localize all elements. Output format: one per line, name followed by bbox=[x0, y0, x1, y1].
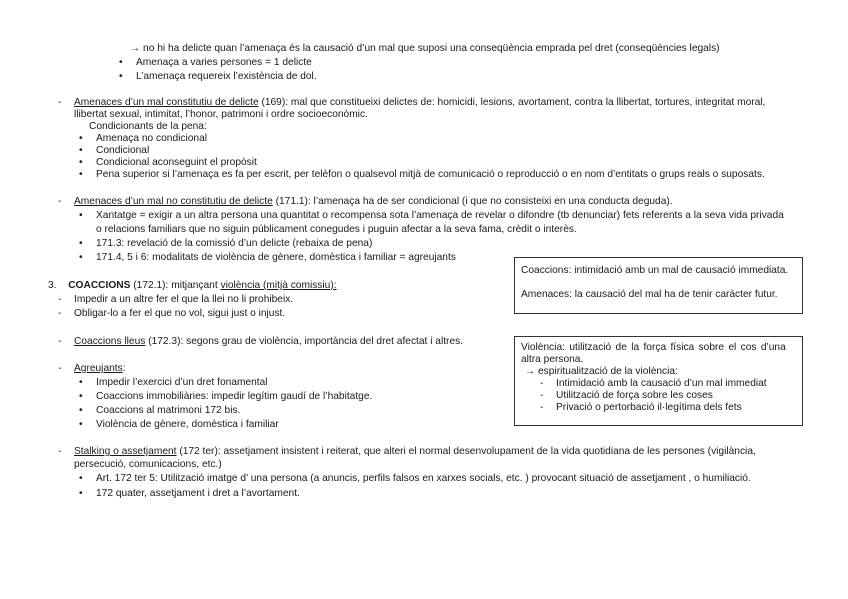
dash-marker: - bbox=[540, 402, 544, 413]
s2-line-1 bbox=[74, 196, 673, 208]
s3-mid: (172.1): mitjançant bbox=[130, 280, 221, 291]
s1-subheading: Condicionants de la pena: bbox=[89, 121, 207, 132]
s2-bullet-3: 171.4, 5 i 6: modalitats de violència de gènere, domèstica i familiar = agreujants bbox=[96, 252, 456, 263]
s3-item-1: Impedir a un altre fer el que la llei no li prohibeix. bbox=[74, 294, 294, 305]
s5-bullet-3: Coaccions al matrimoni 172 bis. bbox=[96, 405, 241, 416]
bullet-icon: • bbox=[79, 405, 83, 416]
s2-bullet-2: 171.3: revelació de la comissió d’un delicte (rebaixa de pena) bbox=[96, 238, 373, 249]
s3-violencia: violència bbox=[220, 280, 261, 291]
bullet-icon: • bbox=[79, 133, 83, 144]
dash-marker: - bbox=[58, 446, 62, 457]
s5-colon: : bbox=[122, 363, 126, 374]
intro-bullet-1: Amenaça a varies persones = 1 delicte bbox=[136, 57, 312, 68]
s4-text: (172.3): segons grau de violència, importància del dret afectat i altres. bbox=[145, 336, 464, 347]
s2-bullet-1a: Xantatge = exigir a un altra persona una quantitat o recompensa sota l’amenaça de revelar o difondre (tb denunciar) fets referents a la seva vida privada bbox=[96, 210, 784, 221]
s6-text: (172 ter): assetjament insistent i reiterat, que alteri el normal desenvolupament de la vida quotidiana de les persones (vigilància, bbox=[176, 446, 756, 457]
s6-line-2: persecució, comunicacions, etc.) bbox=[74, 459, 222, 470]
s3-title: COACCIONS bbox=[68, 280, 131, 291]
bullet-icon: • bbox=[79, 169, 83, 180]
bullet-icon: • bbox=[79, 157, 83, 168]
s6-bullet-1: Art. 172 ter 5: Utilització imatge d’ una persona (a anuncis, perfils falsos en xarxes socials, etc. ) provocant situació de assetjament , o humiliació. bbox=[96, 473, 751, 484]
dash-marker: - bbox=[58, 97, 62, 108]
s4-line bbox=[74, 336, 463, 348]
s1-bullet-3: Condicional aconseguint el propòsit bbox=[96, 157, 257, 168]
bullet-icon: • bbox=[119, 71, 123, 82]
s1-line-1 bbox=[74, 97, 765, 109]
dash-marker: - bbox=[58, 294, 62, 305]
bullet-icon: • bbox=[79, 238, 83, 249]
intro-bullet-2: L’amenaça requereix l’existència de dol. bbox=[136, 71, 317, 82]
dash-marker: - bbox=[58, 308, 62, 319]
s2-text: (171.1): l’amenaça ha de ser condicional (i que no consisteixi en una conducta deguda). bbox=[272, 196, 673, 207]
bullet-icon: • bbox=[79, 210, 83, 221]
dash-marker: - bbox=[58, 336, 62, 347]
dash-marker: - bbox=[58, 363, 62, 374]
box2-item-3: Privació o pertorbació il·legítima dels fets bbox=[556, 402, 742, 413]
s1-bullet-1: Amenaça no condicional bbox=[96, 133, 208, 144]
box2-item-1: Intimidació amb la causació d’un mal immediat bbox=[556, 378, 767, 389]
box1-line-1: Coaccions: intimidació amb un mal de causació immediata. bbox=[521, 265, 789, 276]
bullet-icon: • bbox=[119, 57, 123, 68]
bullet-icon: • bbox=[79, 252, 83, 263]
arrow-icon: → bbox=[130, 43, 141, 54]
box2-item-2: Utilització de força sobre les coses bbox=[556, 390, 713, 401]
s3-number: 3. bbox=[48, 280, 57, 291]
s1-line-2: llibertat sexual, intimitat, l’honor, patrimoni i ordre socioeconòmic. bbox=[74, 109, 368, 120]
dash-marker: - bbox=[58, 196, 62, 207]
s5-title: Agreujants bbox=[74, 363, 123, 374]
bullet-icon: • bbox=[79, 145, 83, 156]
intro-line bbox=[130, 43, 720, 55]
bullet-icon: • bbox=[79, 488, 83, 499]
s3-item-2: Obligar-lo a fer el que no vol, sigui just o injust. bbox=[74, 308, 286, 319]
s5-bullet-1: Impedir l’exercici d’un dret fonamental bbox=[96, 377, 268, 388]
s3-tail: (mitjà comissiu): bbox=[260, 280, 337, 291]
s1-bullet-4: Pena superior si l’amenaça es fa per escrit, per telèfon o qualsevol mitjà de comunicació o reproducció o en nom d’entitats o grups reals o suposats. bbox=[96, 169, 765, 180]
intro-text: no hi ha delicte quan l’amenaça és la causació d’un mal que suposi una conseqüència emprada pel dret (conseqüències legals) bbox=[143, 43, 720, 54]
s5-bullet-4: Violència de gènere, domèstica i familiar bbox=[96, 419, 279, 430]
s2-bullet-1b: o relacions familiars que no siguin públicament conegudes i puguin afectar a la seva fama, crèdit o interès. bbox=[96, 224, 577, 235]
s6-title: Stalking o assetjament bbox=[74, 446, 177, 457]
note-box-coaccions-amenaces bbox=[514, 257, 803, 314]
box1-line-2: Amenaces: la causació del mal ha de tenir caràcter futur. bbox=[521, 289, 778, 300]
dash-marker: - bbox=[540, 378, 544, 389]
s6-line-1 bbox=[74, 446, 756, 458]
bullet-icon: • bbox=[79, 473, 83, 484]
bullet-icon: • bbox=[79, 377, 83, 388]
s6-bullet-2: 172 quater, assetjament i dret a l’avortament. bbox=[96, 488, 300, 499]
s5-bullet-2: Coaccions immobiliàries: impedir legítim gaudí de l’habitatge. bbox=[96, 391, 373, 402]
s1-title: Amenaces d’un mal constitutiu de delicte bbox=[74, 97, 259, 108]
s3-heading bbox=[48, 280, 337, 292]
box2-line-1: Violència: utilització de la força física sobre el cos d’una bbox=[521, 342, 786, 353]
bullet-icon: • bbox=[79, 391, 83, 402]
box2-line-2: altra persona. bbox=[521, 354, 584, 365]
note-box-violencia bbox=[514, 336, 803, 426]
s1-bullet-2: Condicional bbox=[96, 145, 150, 156]
s5-heading bbox=[74, 363, 126, 375]
box2-line-3: → espiritualització de la violència: bbox=[525, 366, 678, 377]
s4-title: Coaccions lleus bbox=[74, 336, 146, 347]
s2-title: Amenaces d’un mal no constitutiu de delicte bbox=[74, 196, 273, 207]
bullet-icon: • bbox=[79, 419, 83, 430]
dash-marker: - bbox=[540, 390, 544, 401]
s1-text: (169): mal que constitueixi delictes de: homicidi, lesions, avortament, contra la llibertat, tortures, integritat moral, bbox=[258, 97, 766, 108]
